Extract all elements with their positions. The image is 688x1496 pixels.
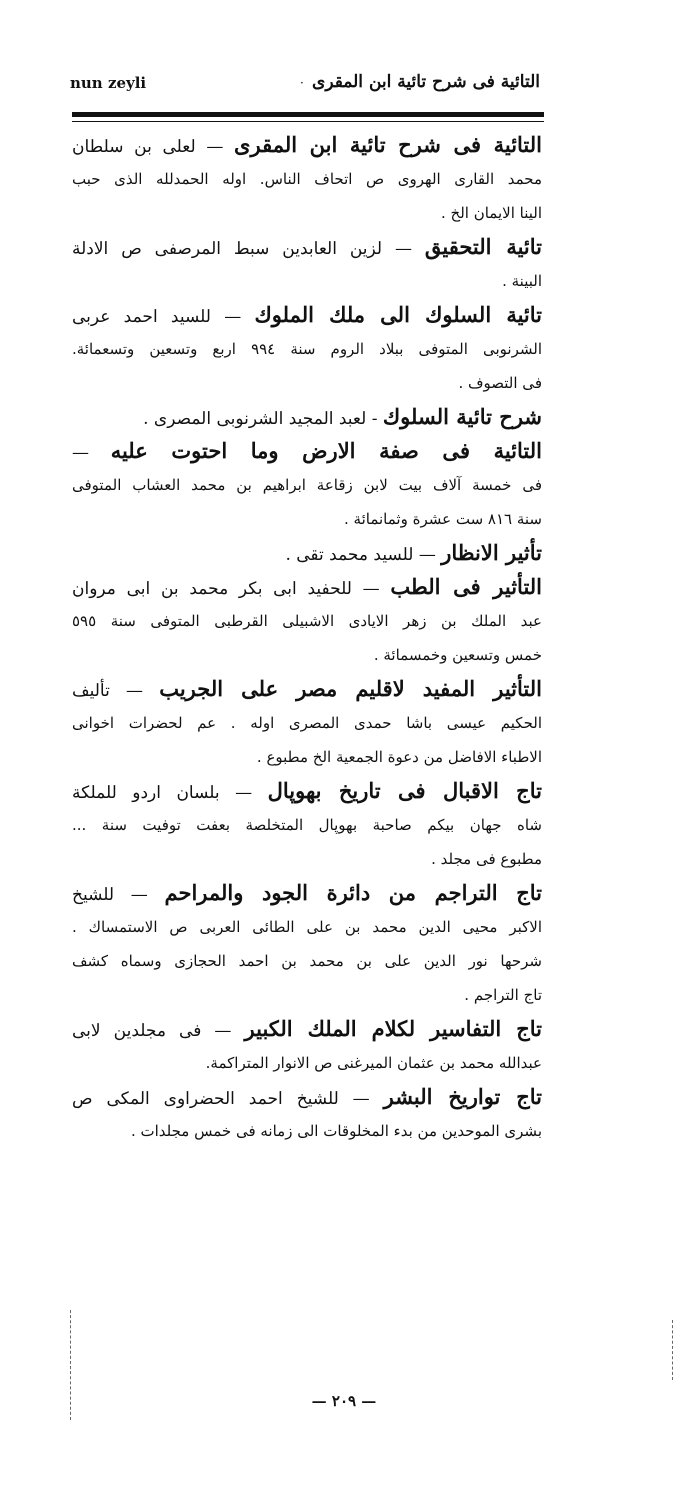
entry-text-line: بشرى الموحدين من بدء المخلوقات الى زمانه فى خمس مجلدات . xyxy=(130,1122,542,1140)
entry-title: تأثير الانظار xyxy=(441,540,542,565)
entry-first-line xyxy=(72,1080,542,1114)
entry-first-line xyxy=(72,1012,542,1046)
dictionary-entry xyxy=(72,672,542,774)
header-rule-thin xyxy=(72,121,544,122)
entry-first-line xyxy=(72,536,542,570)
entry-title: تاج التراجم من دائرة الجود والمراحم xyxy=(164,880,542,905)
entry-text: - لعبد المجيد الشرنوبى المصرى . xyxy=(143,409,378,429)
dictionary-entry xyxy=(72,536,542,570)
entry-title: التائية فى صفة الارض وما احتوت عليه xyxy=(110,438,542,463)
entry-text: — تأليف xyxy=(72,681,144,701)
entry-title: تاج تواريخ البشر xyxy=(383,1084,542,1109)
header-rule-thick xyxy=(72,112,544,117)
entry-title: التأثير فى الطب xyxy=(390,574,543,599)
page-number: — ٢٠٩ — xyxy=(311,1392,377,1410)
entry-text-line: البينة . xyxy=(502,272,542,290)
entry-first-line xyxy=(72,400,542,434)
dictionary-entry xyxy=(72,1080,542,1148)
entry-text-line: فى خمسة آلاف بيت لابن زقاعة ابراهيم بن محمد العشاب المتوفى xyxy=(72,476,542,494)
entry-text-line: خمس وتسعين وخمسمائة . xyxy=(373,646,542,664)
entry-text: — لزين العابدين سبط المرصفى ص الادلة xyxy=(72,239,412,259)
entry-title: شرح تائية السلوك xyxy=(382,404,542,429)
entry-first-line xyxy=(72,876,542,910)
entry-text-line: تاج التراجم . xyxy=(464,986,542,1004)
entry-text-line: شرحها نور الدين على بن محمد بن احمد الحجازى وسماه كشف xyxy=(72,952,542,970)
entry-text: — للسيد محمد تقى . xyxy=(285,545,436,565)
header-right-title: التائية فى شرح تائية ابن المقرى xyxy=(312,72,540,92)
entry-first-line xyxy=(72,434,542,468)
dictionary-entry xyxy=(72,570,542,672)
entry-text-line: عبد الملك بن زهر الايادى الاشبيلى القرطبى المتوفى سنة ٥٩٥ xyxy=(72,612,542,630)
entry-text-line: فى التصوف . xyxy=(458,374,542,392)
dictionary-entry xyxy=(72,230,542,298)
entry-text: — للشيخ احمد الحضراوى المكى ص xyxy=(72,1089,370,1109)
margin-dashed-line-right xyxy=(672,1320,673,1380)
entry-text: — بلسان اردو للملكة xyxy=(72,783,253,803)
entry-title: تاج التفاسير لكلام الملك الكبير xyxy=(244,1016,542,1041)
entry-title: تائية السلوك الى ملك الملوك xyxy=(254,302,542,327)
dictionary-entry xyxy=(72,434,542,536)
entry-text-line: الينا الايمان الخ . xyxy=(440,204,542,222)
entry-text-line: عبدالله محمد بن عثمان الميرغنى ص الانوار المتراكمة. xyxy=(205,1054,542,1072)
entry-text: — لعلى بن سلطان xyxy=(72,137,224,157)
entry-text-line: الحكيم عيسى باشا حمدى المصرى اوله . عم لحضرات اخوانى xyxy=(72,714,542,732)
entry-first-line xyxy=(72,230,542,264)
entry-text-line: الاكبر محيى الدين محمد بن على الطائى العربى ص الاستمساك . xyxy=(72,918,542,936)
dictionary-entry xyxy=(72,298,542,400)
header-mark: · xyxy=(300,76,304,90)
entry-text: — فى مجلدين لابى xyxy=(72,1021,232,1041)
header-left-label: nun zeyli xyxy=(70,74,147,92)
entry-first-line xyxy=(72,298,542,332)
entry-text-line: محمد القارى الهروى ص اتحاف الناس. اوله الحمدلله الذى حبب xyxy=(72,170,542,188)
entry-first-line xyxy=(72,570,542,604)
entry-list xyxy=(72,128,542,1148)
entry-text-line: سنة ٨١٦ ست عشرة وثمانمائة . xyxy=(344,510,542,528)
entry-first-line xyxy=(72,128,542,162)
entry-title: التائية فى شرح تائية ابن المقرى xyxy=(234,132,543,157)
entry-first-line xyxy=(72,672,542,706)
entry-text-line: مطبوع فى مجلد . xyxy=(431,850,542,868)
dictionary-entry xyxy=(72,400,542,434)
entry-title: تائية التحقيق xyxy=(424,234,543,259)
entry-title: تاج الاقبال فى تاريخ بهوپال xyxy=(267,778,542,803)
entry-text: — xyxy=(72,443,89,463)
dictionary-entry xyxy=(72,876,542,1012)
dictionary-entry xyxy=(72,128,542,230)
entry-title: التأثير المفيد لاقليم مصر على الجريب xyxy=(159,676,542,701)
entry-text-line: الشرنوبى المتوفى ببلاد الروم سنة ٩٩٤ اربع وتسعين وتسعمائة. xyxy=(72,340,542,358)
entry-first-line xyxy=(72,774,542,808)
dictionary-entry xyxy=(72,1012,542,1080)
dictionary-entry xyxy=(72,774,542,876)
running-header xyxy=(70,72,540,100)
entry-text: — للحفيد ابى بكر محمد بن ابى مروان xyxy=(72,579,380,599)
entry-text: — للشيخ xyxy=(72,885,148,905)
entry-text: — للسيد احمد عربى xyxy=(72,307,242,327)
entry-text-line: الاطباء الافاضل من دعوة الجمعية الخ مطبوع . xyxy=(256,748,542,766)
entry-text-line: شاه جهان بيكم صاحبة بهوپال المتخلصة بعفت توفيت سنة ... xyxy=(72,816,542,834)
